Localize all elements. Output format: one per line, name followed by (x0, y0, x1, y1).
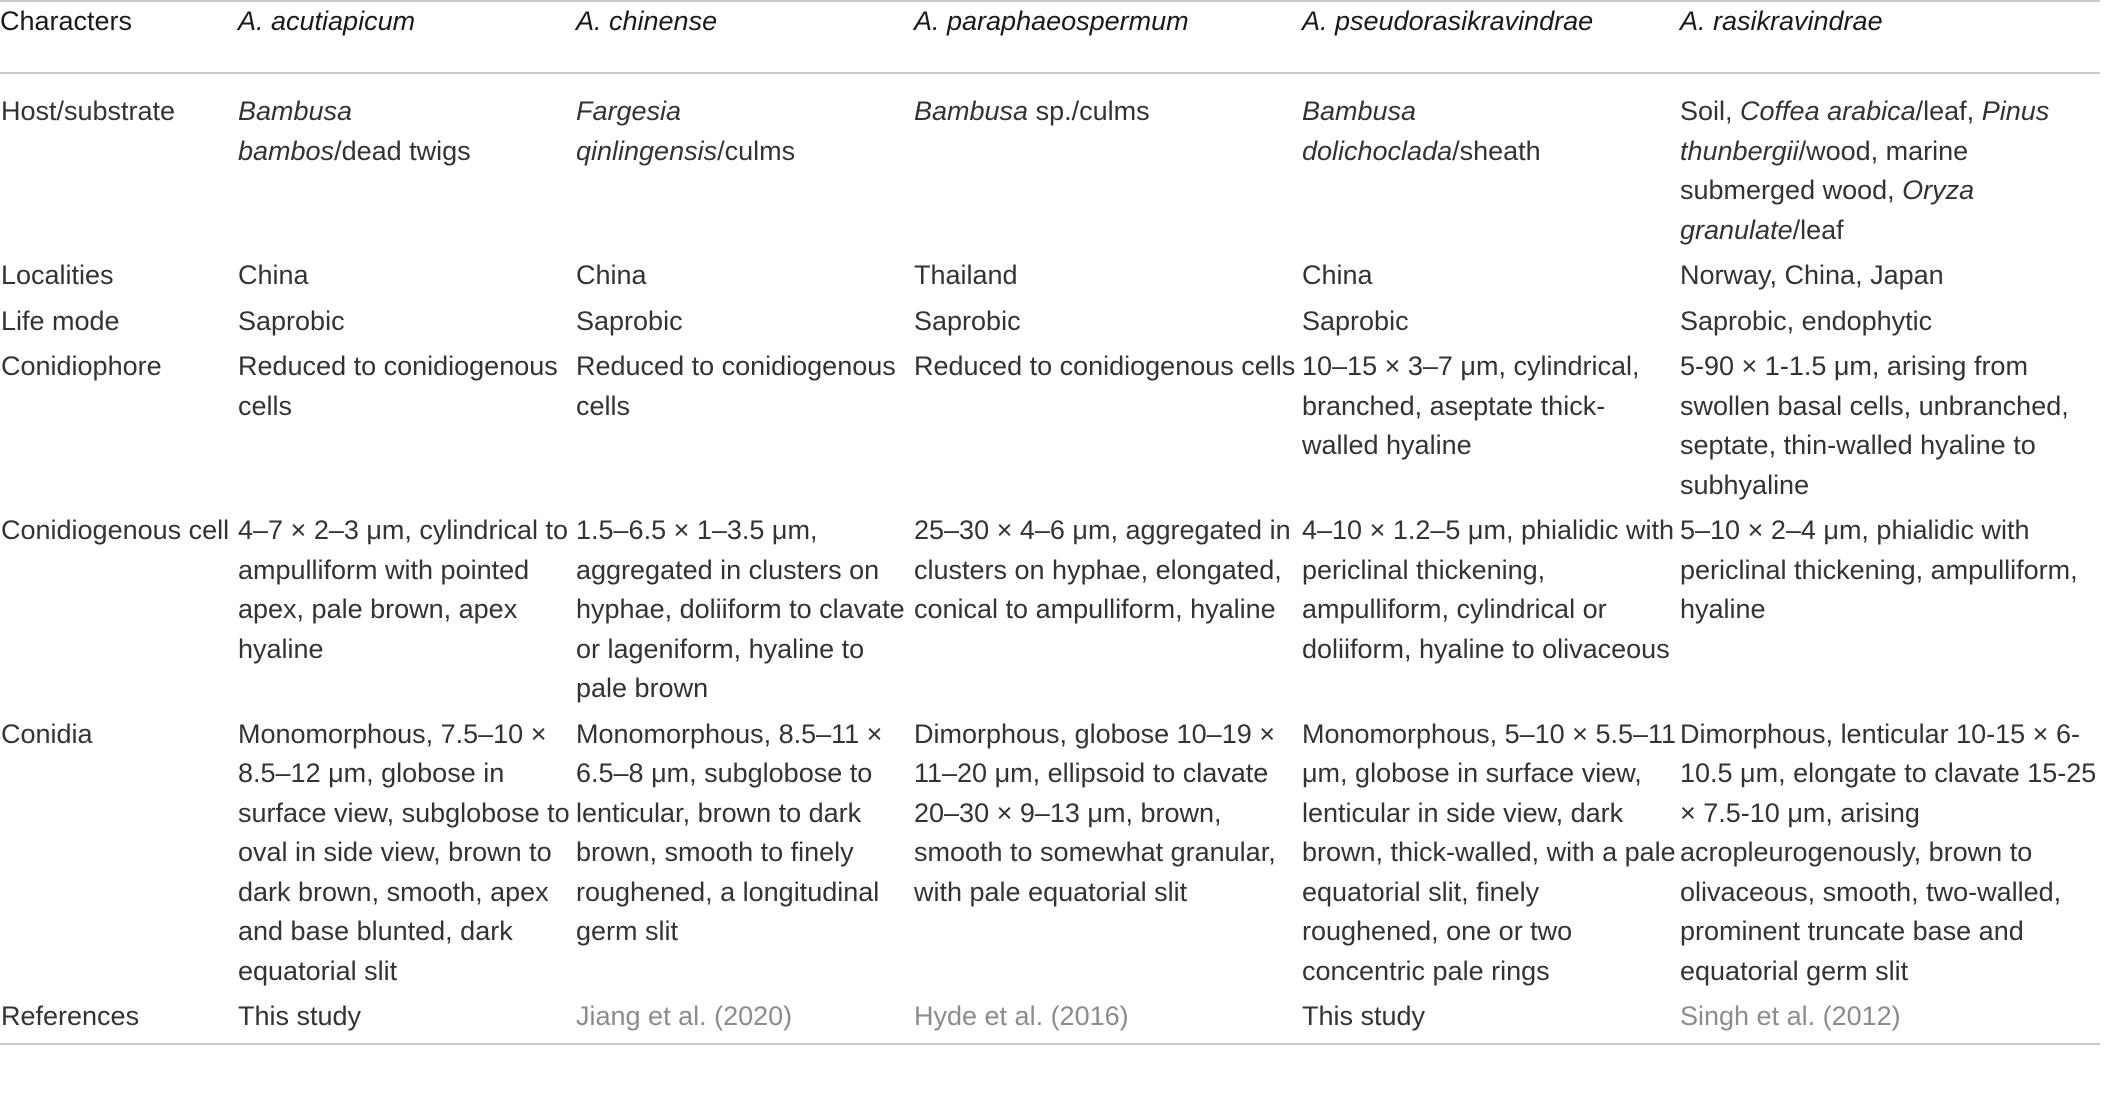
row-label: Host/substrate (1, 96, 176, 126)
cell-host-paraphaeospermum (914, 73, 1302, 253)
header-row (0, 1, 2100, 73)
cell-conidiogenous-paraphaeospermum: 25–30 × 4–6 μm, aggregated in clusters on hyphae, elongated, conical to ampulliform, hyaline (914, 515, 1291, 624)
cell-lifemode-acutiapicum: Saprobic (238, 305, 345, 336)
cell-conidiophore-rasikravindrae: 5-90 × 1-1.5 μm, arising from swollen basal cells, unbranched, septate, thin-walled hyaline to subhyaline (1680, 351, 2069, 500)
host-text-3: /wood, marine submerged wood, (1680, 135, 1969, 205)
row-conidiophore (0, 344, 2100, 508)
row-references (0, 994, 2100, 1044)
header-chinense: A. chinense (576, 1, 914, 73)
reference-link-jiang[interactable]: Jiang et al. (2020) (576, 994, 914, 1044)
host-genus: Bambusa (914, 96, 1029, 126)
row-label: Conidiophore (1, 351, 162, 381)
host-text-2: /leaf, (1915, 96, 1982, 126)
row-host-substrate (0, 73, 2100, 253)
host-text-1: Soil, (1680, 96, 1741, 126)
host-part: sp./culms (1028, 96, 1150, 126)
row-localities (0, 253, 2100, 299)
host-species: dolichoclada (1302, 135, 1453, 166)
host-species: qinlingensis (576, 135, 718, 166)
reference-link-singh[interactable]: Singh et al. (2012) (1680, 994, 2100, 1044)
host-genus: Fargesia (576, 96, 682, 126)
cell-conidiophore-pseudorasikravindrae: 10–15 × 3–7 μm, cylindrical, branched, aseptate thick-walled hyaline (1302, 351, 1640, 460)
cell-conidiophore-chinense: Reduced to conidiogenous cells (576, 351, 896, 421)
cell-localities-pseudorasikravindrae: China (1302, 260, 1373, 290)
host-part: /dead twigs (334, 135, 471, 166)
cell-lifemode-pseudorasikravindrae: Saprobic (1302, 305, 1409, 336)
cell-conidia-chinense: Monomorphous, 8.5–11 × 6.5–8 μm, subglobose to lenticular, brown to dark brown, smooth to finely roughened, a longitudinal germ slit (576, 718, 883, 946)
row-label: Conidia (1, 718, 93, 749)
cell-conidiogenous-chinense: 1.5–6.5 × 1–3.5 μm, aggregated in clusters on hyphae, doliiform to clavate or lageniform, hyaline to pale brown (576, 515, 905, 703)
header-pseudorasikravindrae: A. pseudorasikravindrae (1302, 1, 1680, 73)
table-body (0, 73, 2100, 1044)
cell-lifemode-rasikravindrae: Saprobic, endophytic (1680, 305, 1933, 336)
cell-host-chinense (576, 73, 914, 253)
host-oryza: Oryza granulate (1680, 175, 1975, 245)
host-genus: Bambusa (1302, 96, 1417, 126)
row-label: Localities (1, 260, 114, 290)
cell-localities-acutiapicum: China (238, 260, 309, 290)
header-characters: Characters (0, 1, 238, 73)
cell-localities-rasikravindrae: Norway, China, Japan (1680, 260, 1944, 290)
cell-conidiogenous-acutiapicum: 4–7 × 2–3 μm, cylindrical to ampulliform with pointed apex, pale brown, apex hyaline (238, 515, 568, 664)
cell-conidia-acutiapicum: Monomorphous, 7.5–10 × 8.5–12 μm, globose in surface view, subglobose to oval in side view, brown to dark brown, smooth, apex and base blunted, dark equatorial slit (238, 718, 570, 986)
header-acutiapicum: A. acutiapicum (238, 1, 576, 73)
host-text-4: /leaf (1792, 214, 1844, 245)
host-pinus: Pinus thunbergii (1680, 96, 2050, 166)
cell-lifemode-paraphaeospermum: Saprobic (914, 305, 1021, 336)
cell-lifemode-chinense: Saprobic (576, 305, 683, 336)
cell-conidia-rasikravindrae: Dimorphous, lenticular 10-15 × 6-10.5 μm, elongate to clavate 15-25 × 7.5-10 μm, arising acropleurogenously, brown to olivaceous, smooth, two-walled, prominent truncate base and equatorial germ slit (1680, 718, 2097, 986)
header-paraphaeospermum: A. paraphaeospermum (914, 1, 1302, 73)
host-part: /culms (717, 135, 796, 166)
cell-conidiogenous-rasikravindrae: 5–10 × 2–4 μm, phialidic with periclinal thickening, ampulliform, hyaline (1680, 515, 2078, 624)
cell-conidia-pseudorasikravindrae: Monomorphous, 5–10 × 5.5–11 μm, globose in surface view, lenticular in side view, dark brown, thick-walled, with a pale equatorial slit, finely roughened, one or two concentric pale rings (1302, 718, 1677, 986)
host-coffea: Coffea arabica (1740, 96, 1916, 126)
header-rasikravindrae: A. rasikravindrae (1680, 1, 2100, 73)
table-header (0, 1, 2100, 73)
host-species: bambos (238, 135, 335, 166)
cell-reference-acutiapicum: This study (238, 994, 576, 1044)
cell-reference-pseudorasikravindrae: This study (1302, 994, 1680, 1044)
row-label: Conidiogenous cell (1, 515, 230, 545)
row-life-mode (0, 299, 2100, 345)
row-label: Life mode (1, 305, 120, 336)
cell-host-rasikravindrae (1680, 73, 2100, 253)
row-conidiogenous-cell (0, 508, 2100, 712)
reference-link-hyde[interactable]: Hyde et al. (2016) (914, 994, 1302, 1044)
cell-conidiogenous-pseudorasikravindrae: 4–10 × 1.2–5 μm, phialidic with periclinal thickening, ampulliform, cylindrical or doliiform, hyaline to olivaceous (1302, 515, 1675, 664)
cell-conidia-paraphaeospermum: Dimorphous, globose 10–19 × 11–20 μm, ellipsoid to clavate 20–30 × 9–13 μm, brown, smooth to somewhat granular, with pale equatorial slit (914, 718, 1276, 907)
host-part: /sheath (1452, 135, 1541, 166)
cell-host-acutiapicum (238, 73, 576, 253)
cell-host-pseudorasikravindrae (1302, 73, 1680, 253)
cell-conidiophore-paraphaeospermum: Reduced to conidiogenous cells (914, 351, 1296, 381)
host-genus: Bambusa (238, 96, 353, 126)
cell-localities-chinense: China (576, 260, 647, 290)
cell-conidiophore-acutiapicum: Reduced to conidiogenous cells (238, 351, 558, 421)
row-label: References (0, 994, 238, 1044)
cell-localities-paraphaeospermum: Thailand (914, 260, 1018, 290)
row-conidia (0, 712, 2100, 995)
